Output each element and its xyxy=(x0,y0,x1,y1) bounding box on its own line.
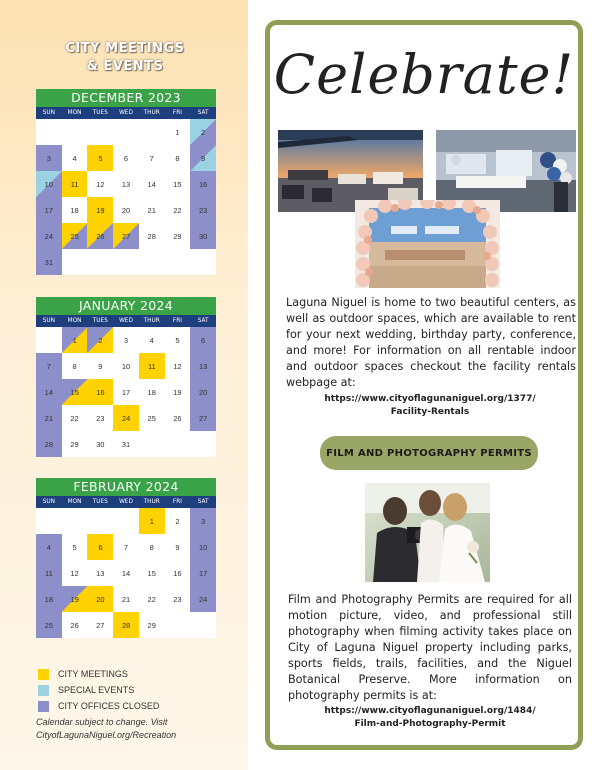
day-header: MON xyxy=(67,499,82,505)
calendar-day-number: 27 xyxy=(121,231,131,241)
calendar-day-number: 3 xyxy=(201,516,206,526)
calendar-day xyxy=(113,379,139,405)
calendar-day xyxy=(62,327,88,353)
calendar-day-number: 21 xyxy=(44,413,54,423)
calendar-day xyxy=(190,586,216,612)
calendar-day xyxy=(36,249,62,275)
calendar-day xyxy=(87,197,113,223)
calendar-day xyxy=(165,534,191,560)
calendar-day xyxy=(190,223,216,249)
calendar-day xyxy=(190,327,216,353)
calendar-day xyxy=(87,612,113,638)
day-header: THUR xyxy=(143,318,160,324)
calendar-day xyxy=(139,171,165,197)
calendar-day xyxy=(139,431,165,457)
calendar-day-number: 22 xyxy=(70,413,79,423)
calendar-day xyxy=(139,508,165,534)
calendar-day-number: 22 xyxy=(147,594,156,604)
calendar-day-number: 17 xyxy=(198,568,208,578)
calendar-day xyxy=(87,508,113,534)
film-permits-link-line1[interactable]: https://www.cityoflagunaniguel.org/1484/ xyxy=(324,706,536,716)
calendar-day-number: 9 xyxy=(98,361,103,371)
calendar-day-number: 8 xyxy=(149,542,154,552)
calendar-day xyxy=(62,405,88,431)
calendar-day xyxy=(165,612,191,638)
calendar-day xyxy=(113,508,139,534)
calendar-day-number: 13 xyxy=(121,179,131,189)
sidebar-title-line1: CITY MEETINGS xyxy=(65,41,185,56)
calendar-day xyxy=(113,612,139,638)
calendar-day-number: 15 xyxy=(147,568,156,578)
calendar-day-number: 12 xyxy=(173,361,182,371)
calendar-day-number: 29 xyxy=(147,620,156,630)
calendar-day-number: 16 xyxy=(96,387,105,397)
day-header: TUES xyxy=(92,499,108,505)
calendar-day xyxy=(87,145,113,171)
calendar-day xyxy=(190,379,216,405)
calendar-day-number: 16 xyxy=(173,568,182,578)
day-header: SAT xyxy=(197,318,209,324)
calendar-day xyxy=(165,353,191,379)
day-header: SAT xyxy=(197,110,209,116)
calendar-day xyxy=(36,327,62,353)
calendar-day-number: 7 xyxy=(149,153,154,163)
calendar-day xyxy=(36,405,62,431)
day-header: SUN xyxy=(42,110,55,116)
day-header: SUN xyxy=(42,499,55,505)
calendar-note xyxy=(36,716,236,742)
calendar-grid xyxy=(36,119,216,275)
day-header: TUES xyxy=(92,110,108,116)
calendar-day-number: 22 xyxy=(173,205,182,215)
calendar-day xyxy=(87,327,113,353)
calendar-day-number: 23 xyxy=(173,594,182,604)
calendar-day xyxy=(62,586,88,612)
calendar-day xyxy=(139,534,165,560)
day-header: FRI xyxy=(172,318,182,324)
calendar-day-number: 27 xyxy=(198,413,208,423)
legend-label: CITY OFFICES CLOSED xyxy=(58,701,160,711)
facility-rentals-link-line1[interactable]: https://www.cityoflagunaniguel.org/1377/ xyxy=(324,394,536,404)
calendar-day xyxy=(87,586,113,612)
calendar-day-number: 14 xyxy=(121,568,131,578)
film-permits-link[interactable] xyxy=(280,705,580,731)
calendar-day-number: 23 xyxy=(96,413,105,423)
calendar-day xyxy=(139,119,165,145)
calendar-day xyxy=(87,119,113,145)
calendar-day-number: 28 xyxy=(121,620,131,630)
calendar-day-number: 26 xyxy=(70,620,79,630)
calendar-day xyxy=(139,560,165,586)
calendar-february-2024 xyxy=(36,478,216,638)
calendar-day xyxy=(165,586,191,612)
calendar-day-number: 3 xyxy=(46,153,51,163)
calendar-day-number: 6 xyxy=(123,153,129,163)
day-header: TUES xyxy=(92,318,108,324)
calendar-day xyxy=(190,197,216,223)
calendar-day xyxy=(62,612,88,638)
calendar-day xyxy=(113,327,139,353)
calendar-day xyxy=(165,145,191,171)
calendar-day xyxy=(139,405,165,431)
calendar-day-number: 18 xyxy=(44,594,54,604)
calendar-month-title: JANUARY 2024 xyxy=(36,297,216,315)
calendar-day-number: 25 xyxy=(44,620,54,630)
calendar-day-number: 10 xyxy=(121,361,131,371)
calendar-day xyxy=(113,534,139,560)
calendar-january-2024 xyxy=(36,297,216,457)
calendar-day xyxy=(165,560,191,586)
calendar-day xyxy=(36,560,62,586)
calendar-day-number: 4 xyxy=(149,335,154,345)
calendar-day xyxy=(139,379,165,405)
calendar-day xyxy=(62,119,88,145)
calendar-day-number: 3 xyxy=(123,335,129,345)
calendar-day-number: 24 xyxy=(44,231,54,241)
calendar-day xyxy=(190,560,216,586)
calendar-day-number: 8 xyxy=(72,361,77,371)
calendar-day-number: 26 xyxy=(173,413,182,423)
calendar-day xyxy=(190,249,216,275)
calendar-day xyxy=(113,197,139,223)
calendar-day-number: 7 xyxy=(123,542,129,552)
calendar-day-number: 2 xyxy=(175,516,180,526)
calendar-day xyxy=(36,508,62,534)
calendar-day-number: 9 xyxy=(201,153,206,163)
calendar-day xyxy=(165,197,191,223)
day-of-week-header xyxy=(36,496,216,508)
calendar-day-number: 29 xyxy=(70,439,79,449)
legend-swatch-closed xyxy=(38,701,49,712)
film-permits-link-line2[interactable]: Film-and-Photography-Permit xyxy=(354,719,506,729)
legend-swatch-meetings xyxy=(38,669,49,680)
calendar-day-number: 23 xyxy=(198,205,208,215)
calendar-note-line1: Calendar subject to change. Visit xyxy=(36,717,168,727)
calendar-day xyxy=(87,249,113,275)
calendar-day-number: 1 xyxy=(72,335,77,345)
calendar-day-number: 1 xyxy=(175,127,180,137)
calendar-grid xyxy=(36,327,216,457)
calendar-day xyxy=(36,534,62,560)
day-header: SUN xyxy=(42,318,55,324)
calendar-grid xyxy=(36,508,216,638)
calendar-day xyxy=(113,431,139,457)
calendar-day-number: 26 xyxy=(96,231,105,241)
day-header: MON xyxy=(67,110,82,116)
day-of-week-header xyxy=(36,107,216,119)
calendar-day xyxy=(36,431,62,457)
main-panel xyxy=(265,20,583,750)
calendar-day xyxy=(190,353,216,379)
calendar-day xyxy=(113,249,139,275)
calendar-day xyxy=(139,327,165,353)
legend-item-offices-closed xyxy=(38,698,228,714)
day-header: FRI xyxy=(172,110,182,116)
calendar-day-number: 31 xyxy=(44,257,54,267)
day-header: THUR xyxy=(143,499,160,505)
calendar-day xyxy=(62,145,88,171)
facility-rentals-link[interactable] xyxy=(280,393,580,419)
sidebar xyxy=(0,0,248,770)
calendar-day xyxy=(87,379,113,405)
calendar-day xyxy=(62,534,88,560)
calendar-day xyxy=(62,431,88,457)
calendar-month-title: FEBRUARY 2024 xyxy=(36,478,216,496)
calendar-day-number: 25 xyxy=(147,413,156,423)
calendar-day-number: 14 xyxy=(147,179,156,189)
calendar-day-number: 11 xyxy=(147,361,156,371)
calendar-day xyxy=(113,353,139,379)
calendar-day xyxy=(36,223,62,249)
calendar-day xyxy=(113,145,139,171)
calendar-day-number: 11 xyxy=(70,179,79,189)
day-header: WED xyxy=(119,318,133,324)
calendar-day-number: 10 xyxy=(44,179,54,189)
legend-swatch-special xyxy=(38,685,49,696)
calendar-day-number: 17 xyxy=(44,205,54,215)
calendar-day xyxy=(165,119,191,145)
calendar-day-number: 8 xyxy=(175,153,180,163)
day-header: SAT xyxy=(197,499,209,505)
calendar-day-number: 25 xyxy=(70,231,79,241)
calendar-day-number: 9 xyxy=(175,542,180,552)
calendar-day-number: 29 xyxy=(173,231,182,241)
calendar-day-number: 15 xyxy=(173,179,182,189)
calendar-day-number: 6 xyxy=(98,542,103,552)
calendar-month-title: DECEMBER 2023 xyxy=(36,89,216,107)
calendar-day xyxy=(139,223,165,249)
calendar-day xyxy=(62,223,88,249)
calendar-day-number: 15 xyxy=(70,387,79,397)
calendar-day-number: 19 xyxy=(173,387,182,397)
celebrate-heading: Celebrate! xyxy=(273,43,575,106)
calendar-day xyxy=(113,223,139,249)
calendar-day-number: 4 xyxy=(72,153,77,163)
calendar-day xyxy=(62,508,88,534)
calendar-day-number: 28 xyxy=(147,231,156,241)
calendar-day xyxy=(190,508,216,534)
calendar-day xyxy=(62,249,88,275)
calendar-day xyxy=(190,431,216,457)
calendar-day-number: 7 xyxy=(46,361,51,371)
calendar-day-number: 28 xyxy=(44,439,54,449)
calendar-legend xyxy=(38,666,228,714)
calendar-day xyxy=(190,405,216,431)
calendar-day-number: 24 xyxy=(121,413,131,423)
calendar-day-number: 17 xyxy=(121,387,131,397)
calendar-day-number: 21 xyxy=(121,594,131,604)
calendar-day xyxy=(190,171,216,197)
sidebar-title xyxy=(30,40,220,76)
calendar-day-number: 18 xyxy=(147,387,156,397)
calendar-day-number: 30 xyxy=(198,231,208,241)
calendar-day xyxy=(62,353,88,379)
day-of-week-header xyxy=(36,315,216,327)
calendar-day-number: 13 xyxy=(198,361,208,371)
legend-item-special-events xyxy=(38,682,228,698)
calendar-day-number: 5 xyxy=(175,335,180,345)
calendar-day xyxy=(139,586,165,612)
calendar-day xyxy=(165,431,191,457)
calendar-day xyxy=(36,379,62,405)
calendar-day xyxy=(36,119,62,145)
day-header: MON xyxy=(67,318,82,324)
calendar-day-number: 31 xyxy=(121,439,131,449)
calendar-day xyxy=(165,405,191,431)
calendar-day xyxy=(87,171,113,197)
calendar-day-number: 19 xyxy=(70,594,79,604)
calendar-day-number: 20 xyxy=(96,594,105,604)
calendar-day-number: 4 xyxy=(46,542,51,552)
calendar-day xyxy=(113,405,139,431)
calendar-day-number: 10 xyxy=(198,542,208,552)
legend-label: CITY MEETINGS xyxy=(58,669,128,679)
calendar-day xyxy=(139,353,165,379)
film-permits-heading: FILM AND PHOTOGRAPHY PERMITS xyxy=(320,436,538,470)
day-header: THUR xyxy=(143,110,160,116)
day-header: WED xyxy=(119,110,133,116)
calendar-day-number: 2 xyxy=(98,335,103,345)
calendar-day-number: 1 xyxy=(149,516,154,526)
calendar-day xyxy=(165,379,191,405)
calendar-day xyxy=(165,223,191,249)
calendar-day-number: 20 xyxy=(198,387,208,397)
calendar-day xyxy=(139,612,165,638)
rental-description: Laguna Niguel is home to two beautiful centers, as well as outdoor spaces, which are available to rent for your next wedding, birthday party, conference, and more! For information on all rentable indoor and outdoor spaces checkout the facility rentals webpage at: xyxy=(286,296,576,389)
balloon-arch-photo xyxy=(355,200,500,288)
calendar-day xyxy=(113,560,139,586)
calendar-day xyxy=(139,197,165,223)
calendar-day xyxy=(190,145,216,171)
calendar-note-line2: CityofLagunaNiguel.org/Recreation xyxy=(36,730,177,740)
permits-description: Film and Photography Permits are required for all motion picture, video, and professional still photography when filming activity takes place on City of Laguna Niguel property including parks, sports fields, trails, facilities, and the Niguel Botanical Preserve. More information on photography permits is at: xyxy=(288,593,572,702)
calendar-day xyxy=(62,560,88,586)
calendar-day-number: 21 xyxy=(147,205,156,215)
legend-item-city-meetings xyxy=(38,666,228,682)
calendar-day xyxy=(36,171,62,197)
sidebar-title-line2: & EVENTS xyxy=(86,59,164,74)
calendar-day xyxy=(139,145,165,171)
calendar-day xyxy=(87,223,113,249)
calendar-day xyxy=(113,119,139,145)
calendar-day xyxy=(87,353,113,379)
calendar-day xyxy=(87,560,113,586)
calendar-day xyxy=(87,534,113,560)
day-header: FRI xyxy=(172,499,182,505)
calendar-day-number: 14 xyxy=(44,387,54,397)
calendar-day xyxy=(36,353,62,379)
calendar-day-number: 5 xyxy=(72,542,77,552)
calendar-day xyxy=(36,586,62,612)
calendar-day-number: 2 xyxy=(201,127,206,137)
calendar-day xyxy=(190,612,216,638)
calendar-day-number: 16 xyxy=(198,179,208,189)
calendar-day-number: 30 xyxy=(96,439,105,449)
calendar-day xyxy=(36,145,62,171)
calendar-day xyxy=(165,327,191,353)
calendar-day xyxy=(190,534,216,560)
day-header: WED xyxy=(119,499,133,505)
calendar-day xyxy=(62,171,88,197)
calendar-day xyxy=(62,379,88,405)
calendar-day xyxy=(36,612,62,638)
calendar-day-number: 13 xyxy=(96,568,105,578)
calendar-day xyxy=(165,171,191,197)
calendar-day-number: 24 xyxy=(198,594,208,604)
calendar-december-2023 xyxy=(36,89,216,275)
calendar-day xyxy=(87,405,113,431)
calendar-day-number: 12 xyxy=(70,568,79,578)
calendar-day-number: 12 xyxy=(96,179,105,189)
wedding-photographer-photo xyxy=(365,483,490,582)
calendar-day-number: 20 xyxy=(121,205,131,215)
calendar-day-number: 27 xyxy=(96,620,105,630)
calendar-day xyxy=(62,197,88,223)
calendar-day xyxy=(36,197,62,223)
calendar-day xyxy=(113,171,139,197)
calendar-day-number: 5 xyxy=(98,153,103,163)
calendar-day xyxy=(165,508,191,534)
calendar-day xyxy=(190,119,216,145)
calendar-day-number: 11 xyxy=(44,568,53,578)
facility-rentals-link-line2[interactable]: Facility-Rentals xyxy=(390,407,470,417)
calendar-day xyxy=(165,249,191,275)
calendar-day xyxy=(113,586,139,612)
calendar-day-number: 6 xyxy=(201,335,206,345)
calendar-day-number: 18 xyxy=(70,205,79,215)
calendar-day-number: 19 xyxy=(96,205,105,215)
legend-label: SPECIAL EVENTS xyxy=(58,685,135,695)
calendar-day xyxy=(139,249,165,275)
calendar-day xyxy=(87,431,113,457)
